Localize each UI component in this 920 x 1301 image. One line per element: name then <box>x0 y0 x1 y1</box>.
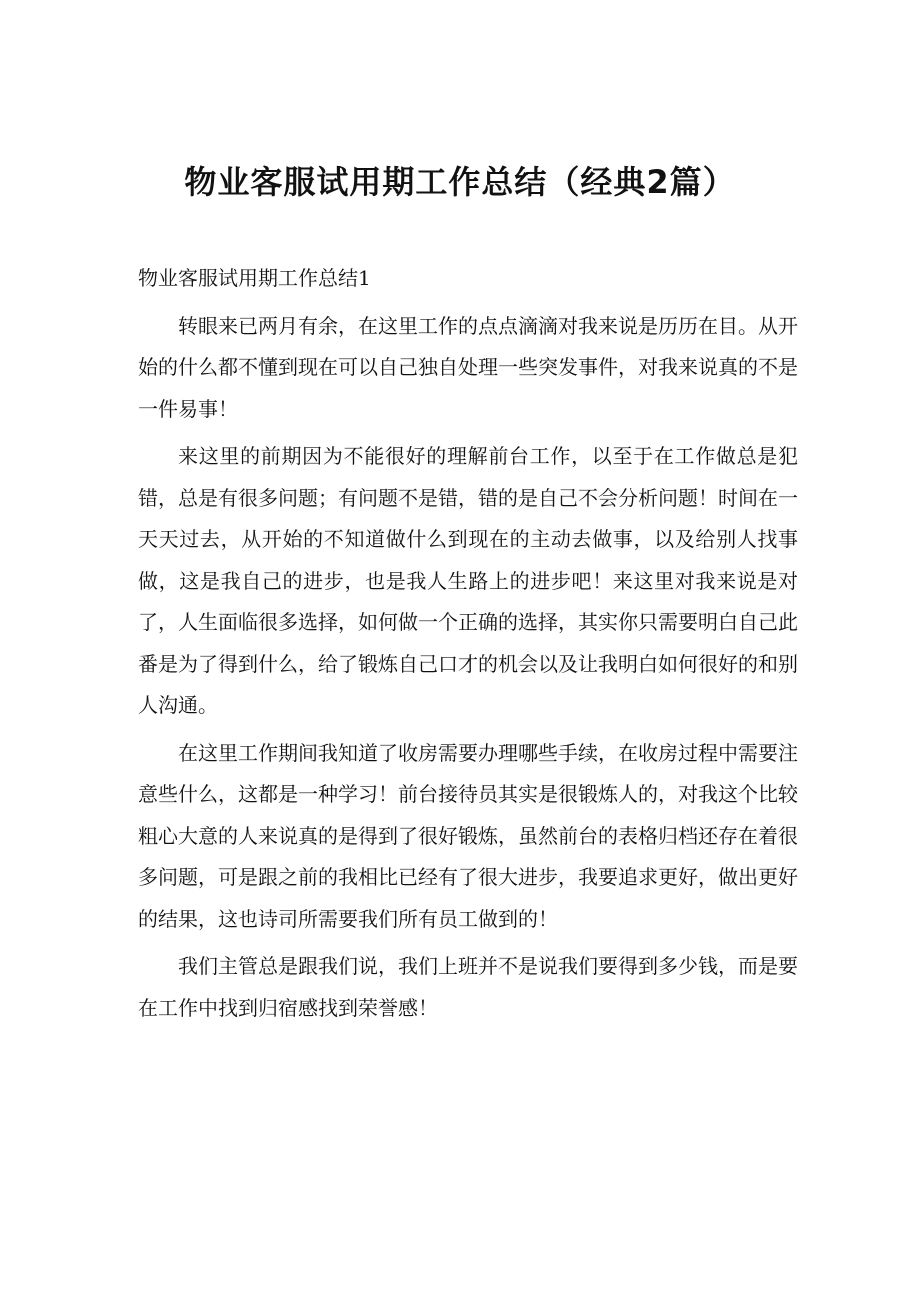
paragraph-3: 在这里工作期间我知道了收房需要办理哪些手续，在收房过程中需要注意些什么，这都是一种学习！前台接待员其实是很锻炼人的，对我这个比较粗心大意的人来说真的是得到了很好锻炼，虽然前台的表格归档还存在着很多问题，可是跟之前的我相比已经有了很大进步，我要追求更好，做出更好的结果，这也诗司所需要我们所有员工做到的！ <box>138 740 798 931</box>
paragraph-2: 来这里的前期因为不能很好的理解前台工作，以至于在工作做总是犯错，总是有很多问题；有问题不是错，错的是自己不会分析问题！时间在一天天过去，从开始的不知道做什么到现在的主动去做事，以及给别人找事做，这是我自己的进步，也是我人生路上的进步吧！来这里对我来说是对了，人生面临很多选择，如何做一个正确的选择，其实你只需要明白自己此番是为了得到什么，给了锻炼自己口才的机会以及让我明白如何很好的和别人沟通。 <box>138 444 798 717</box>
paragraph-1: 转眼来已两月有余，在这里工作的点点滴滴对我来说是历历在目。从开始的什么都不懂到现在可以自己独自处理一些突发事件，对我来说真的不是一件易事！ <box>138 313 798 421</box>
document-title: 物业客服试用期工作总结（经典2篇） <box>184 163 736 201</box>
paragraph-4: 我们主管总是跟我们说，我们上班并不是说我们要得到多少钱，而是要在工作中找到归宿感找到荣誉感！ <box>138 954 798 1020</box>
document-body <box>138 258 798 1035</box>
section-heading: 物业客服试用期工作总结1 <box>138 266 371 290</box>
